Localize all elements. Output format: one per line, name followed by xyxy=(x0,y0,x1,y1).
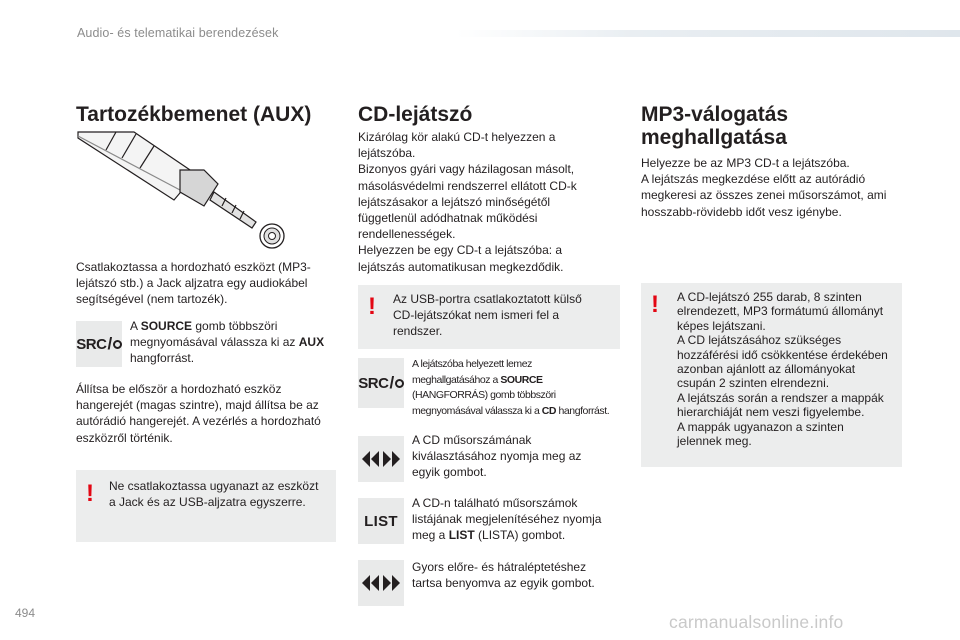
list-button-icon: LIST xyxy=(358,498,404,544)
mp3-body-text: Helyezze be az MP3 CD-t a lejátszóba. A lejátszás megkezdése előtt az autórádió megkeresi az összes zenei műsorszámot, ami hosszabb-rövidebb időt vesz igénybe. xyxy=(641,156,887,219)
jack-plug-illustration xyxy=(76,130,296,252)
track-arrows-icon xyxy=(358,436,404,482)
aux-warning-box xyxy=(76,470,336,542)
cd-source-text: A lejátszóba helyezett lemez meghallgatásához a SOURCE (HANGFORRÁS) gomb többszöri megnyomásával válassza ki a CD hangforrást. xyxy=(412,358,610,417)
aux-source-text: A SOURCE gomb többszöri megnyomásával válassza ki az AUX hangforrást. xyxy=(130,319,325,366)
watermark: carmanualsonline.info xyxy=(669,612,844,632)
page-header-title: Audio- és telematikai berendezések xyxy=(77,26,279,40)
src-button-icon: SRC / xyxy=(76,321,122,367)
mp3-warning-box xyxy=(641,283,902,467)
aux-warning-text: Ne csatlakoztassa ugyanazt az eszközt a Jack és az USB-aljzatra egyszerre. xyxy=(109,479,319,510)
mp3-section-title: MP3-válogatás meghallgatása xyxy=(641,103,789,149)
warning-icon: ! xyxy=(368,293,376,320)
cd-track-text: A CD műsorszámának kiválasztásához nyomja meg az egyik gombot. xyxy=(412,433,582,480)
cd-warning-text: Az USB-portra csatlakoztatott külső CD-lejátszókat nem ismeri fel a rendszer. xyxy=(393,292,582,339)
aux-connect-text: Csatlakoztassa a hordozható eszközt (MP3- lejátszó stb.) a Jack aljzatra egy audiokábel segítségével (nem tartozék). xyxy=(76,260,311,307)
seek-arrows-icon xyxy=(358,560,404,606)
warning-icon: ! xyxy=(651,291,659,318)
aux-section-title: Tartozékbemenet (AUX) xyxy=(76,103,312,126)
aux-volume-text: Állítsa be először a hordozható eszköz hangerejét (magas szintre), majd állítsa be az autórádió hangerejét. A vezérlés a hordozható eszközről történik. xyxy=(76,382,321,445)
src-button-icon: SRC / xyxy=(358,358,404,408)
cd-body-text: Kizárólag kör alakú CD-t helyezzen a lejátszóba. Bizonyos gyári vagy házilagosan másolt, másolásvédelmi rendszerrel ellátott CD-k lejátszásakor a lejátszó minőségétől függetlenül adódhatnak működési rendellenességek. Helyezzen be egy CD-t a lejátszóba: a lejátszás automatikusan megkezdődik. xyxy=(358,130,577,274)
cd-seek-text: Gyors előre- és hátraléptetéshez tartsa benyomva az egyik gombot. xyxy=(412,560,595,591)
cd-list-text: A CD-n található műsorszámok listájának megjelenítéséhez nyomja meg a LIST (LISTA) gombot. xyxy=(412,496,602,543)
page-number: 494 xyxy=(15,606,36,620)
mp3-warning-text: A CD-lejátszó 255 darab, 8 szinten elrendezett, MP3 formátumú állományt képes lejátszani. A CD lejátszásához szükséges hozzáférési idő csökkentése érdekében azonban ajánlott az állományokat csupán 2 szinten elrendezni. A lejátszás során a rendszer a mappák hierarchiáját nem veszi figyelembe. A mappák ugyanazon a szinten jelennek meg. xyxy=(677,290,888,449)
header-decorative-bar xyxy=(456,30,960,37)
cd-section-title: CD-lejátszó xyxy=(358,103,473,126)
cd-warning-box xyxy=(358,285,620,349)
warning-icon: ! xyxy=(86,480,94,507)
